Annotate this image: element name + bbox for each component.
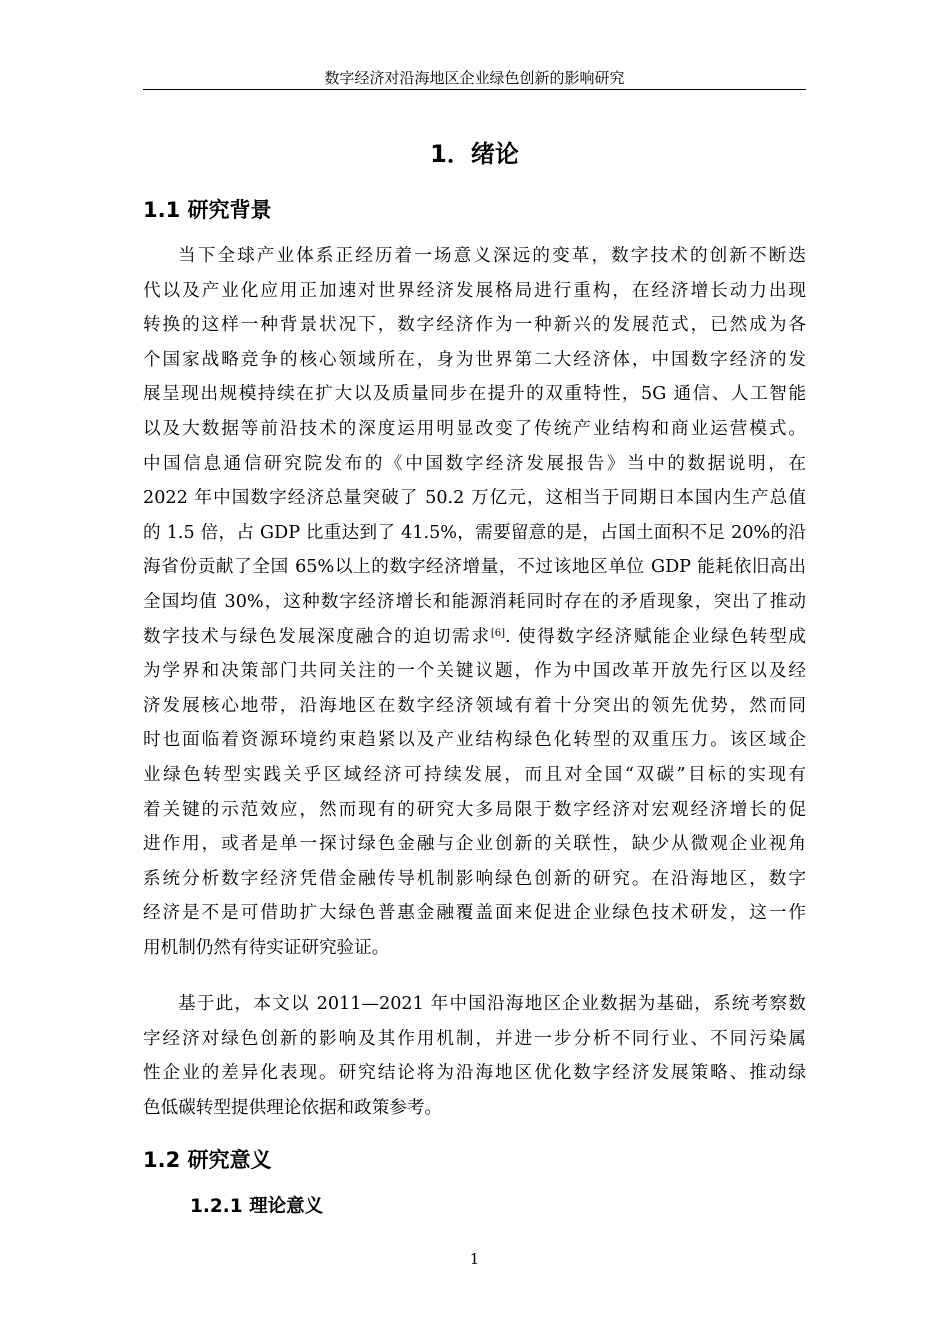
paragraph-line: 进作用，或者是单一探讨绿色金融与企业创新的关联性，缺少从微观企业视角 bbox=[143, 834, 806, 855]
header-rule bbox=[143, 89, 806, 90]
paragraph-line: 2022 年中国数字经济总量突破了 50.2 万亿元，这相当于同期日本国内生产总值 bbox=[143, 488, 806, 509]
paragraph-line: 中国信息通信研究院发布的《中国数字经济发展报告》当中的数据说明，在 bbox=[143, 453, 806, 474]
paragraph-line: 基于此，本文以 2011—2021 年中国沿海地区企业数据为基础，系统考察数 bbox=[178, 994, 806, 1014]
paragraph-line: 字经济对绿色创新的影响及其作用机制，并进一步分析不同行业、不同污染属 bbox=[143, 1028, 806, 1049]
paragraph-line: 个国家战略竞争的核心领域所在，身为世界第二大经济体，中国数字经济的发 bbox=[143, 349, 806, 370]
line-text-before-citation: 数字技术与绿色发展深度融合的迫切需求 bbox=[143, 626, 491, 647]
paragraph-line: 当下全球产业体系正经历着一场意义深远的变革，数字技术的创新不断迭 bbox=[178, 246, 806, 266]
paragraph-line: 济发展核心地带，沿海地区在数字经济领域有着十分突出的领先优势，然而同 bbox=[143, 695, 806, 716]
page-number: 1 bbox=[469, 1250, 480, 1268]
paragraph-line: 色低碳转型提供理论依据和政策参考。 bbox=[143, 1097, 443, 1118]
line-text-after-citation: . 使得数字经济赋能企业绿色转型成 bbox=[504, 626, 807, 647]
paragraph-line: 为学界和决策部门共同关注的一个关键议题，作为中国改革开放先行区以及经 bbox=[143, 661, 806, 682]
paragraph-line: 时也面临着资源环境约束趋紧以及产业结构绿色化转型的双重压力。该区域企 bbox=[143, 730, 806, 751]
paragraph-line: 的 1.5 倍，占 GDP 比重达到了 41.5%，需要留意的是，占国土面积不足 20%的沿 bbox=[143, 522, 806, 543]
paragraph-line: 海省份贡献了全国 65%以上的数字经济增量，不过该地区单位 GDP 能耗依旧高出 bbox=[143, 557, 806, 578]
paragraph-line: 性企业的差异化表现。研究结论将为沿海地区优化数字经济发展策略、推动绿 bbox=[143, 1063, 806, 1084]
paragraph-line: 展呈现出规模持续在扩大以及质量同步在提升的双重特性，5G 通信、人工智能 bbox=[143, 384, 806, 405]
paragraph-line-with-citation bbox=[143, 620, 806, 655]
paragraph-line: 以及大数据等前沿技术的深度运用明显改变了传统产业结构和商业运营模式。 bbox=[143, 418, 806, 439]
paragraph-research-scope bbox=[143, 987, 806, 1125]
paragraph-background bbox=[143, 239, 806, 965]
section-heading-1-1: 1.1 研究背景 bbox=[143, 198, 272, 222]
paragraph-line: 业绿色转型实践关乎区域经济可持续发展，而且对全国“双碳”目标的实现有 bbox=[143, 764, 806, 785]
paragraph-line: 转换的这样一种背景状况下，数字经济作为一种新兴的发展范式，已然成为各 bbox=[143, 315, 806, 336]
section-heading-1-2: 1.2 研究意义 bbox=[143, 1148, 272, 1172]
paragraph-line: 全国均值 30%，这种数字经济增长和能源消耗同时存在的矛盾现象，突出了推动 bbox=[143, 591, 806, 612]
paragraph-line: 经济是不是可借助扩大绿色普惠金融覆盖面来促进企业绿色技术研发，这一作 bbox=[143, 903, 806, 924]
chapter-title: 1．绪论 bbox=[430, 140, 519, 168]
paragraph-line: 系统分析数字经济凭借金融传导机制影响绿色创新的研究。在沿海地区，数字 bbox=[143, 868, 806, 889]
paragraph-line: 用机制仍然有待实证研究验证。 bbox=[143, 937, 390, 958]
running-header: 数字经济对沿海地区企业绿色创新的影响研究 bbox=[324, 69, 625, 87]
subsection-heading-1-2-1: 1.2.1 理论意义 bbox=[190, 1196, 324, 1217]
paragraph-line: 着关键的示范效应，然而现有的研究大多局限于数字经济对宏观经济增长的促 bbox=[143, 799, 806, 820]
paragraph-line: 代以及产业化应用正加速对世界经济发展格局进行重构，在经济增长动力出现 bbox=[143, 280, 806, 301]
citation-reference: [6] bbox=[490, 627, 505, 639]
